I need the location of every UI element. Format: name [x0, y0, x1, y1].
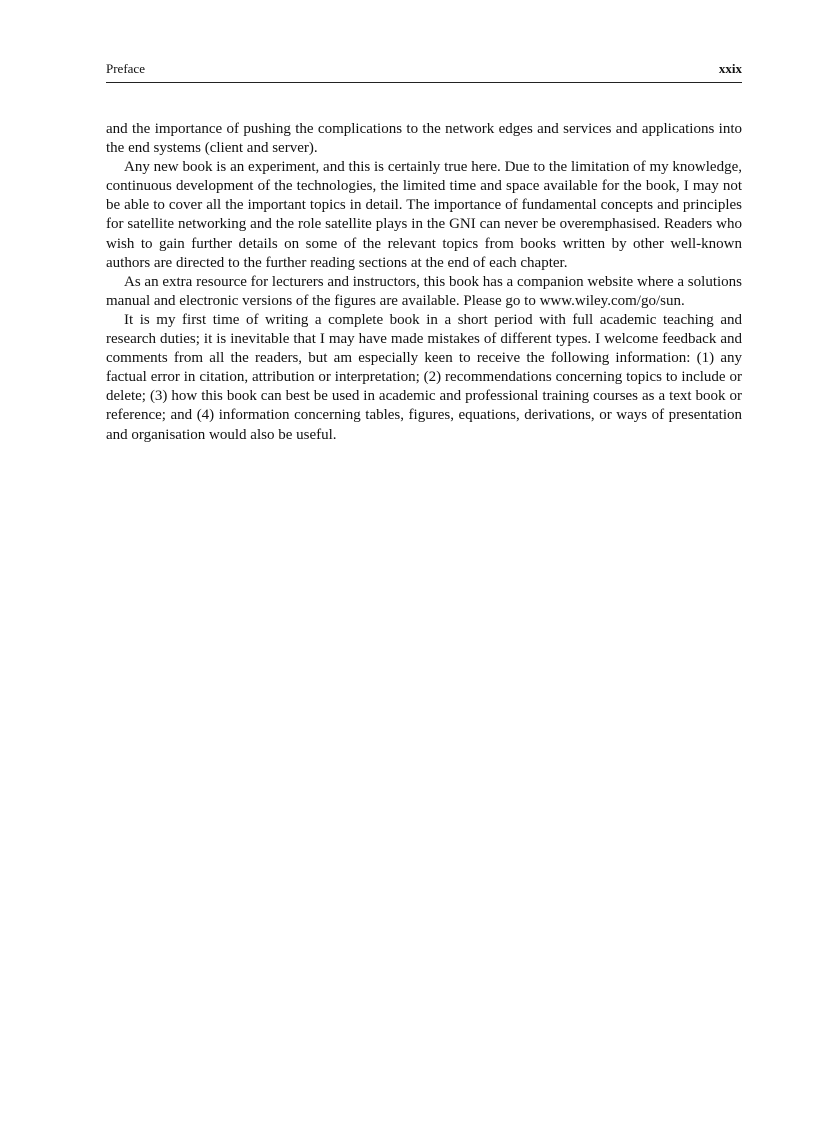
- paragraph-continued: and the importance of pushing the complications to the network edges and services and applications into the end systems (client and server).: [106, 121, 742, 157]
- running-head: Preface: [106, 61, 145, 76]
- paragraph: It is my first time of writing a complete book in a short period with full academic teaching and research duties; it is inevitable that I may have made mistakes of different types. I welcome feedback and comments from all the readers, but am especially keen to receive the following information: (1) any factual error in citation, attribution or interpretation; (2) recommendations concerning topics to include or delete; (3) how this book can best be used in academic and professional training courses as a text book or reference; and (4) information concerning tables, figures, equations, derivations, or ways of presentation and organisation would also be useful.: [106, 311, 742, 443]
- body-text: [106, 120, 742, 445]
- paragraph: As an extra resource for lecturers and instructors, this book has a companion website where a solutions manual and electronic versions of the figures are available. Please go to www.wiley.com/go/sun.: [106, 273, 742, 309]
- page-header: [106, 60, 742, 83]
- paragraph: Any new book is an experiment, and this is certainly true here. Due to the limitation of my knowledge, continuous development of the technologies, the limited time and space available for the book, I may not be able to cover all the important topics in detail. The importance of fundamental concepts and principles for satellite networking and the role satellite plays in the GNI can never be overemphasised. Readers who wish to gain further details on some of the relevant topics from books written by other well-known authors are directed to the further reading sections at the end of each chapter.: [106, 159, 742, 271]
- page-number: xxix: [718, 61, 742, 76]
